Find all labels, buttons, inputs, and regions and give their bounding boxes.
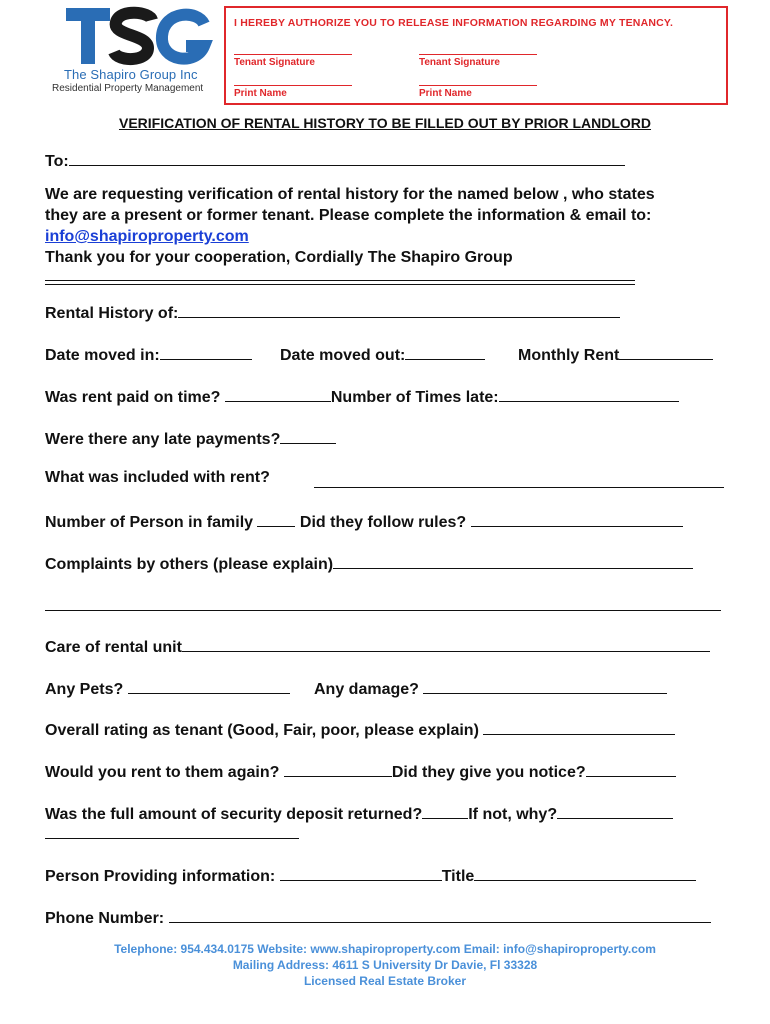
to-label: To: [45, 153, 69, 170]
care-row [45, 636, 710, 657]
title-field-label: Title [441, 868, 475, 885]
rent-on-time-label: Was rent paid on time? [45, 389, 225, 406]
tsg-logo-mark [64, 6, 214, 68]
rental-history-row [45, 302, 620, 323]
complaints-row [45, 553, 693, 574]
notice-label: Did they give you notice? [391, 764, 586, 781]
care-label: Care of rental unit [45, 639, 182, 656]
rental-history-field[interactable] [178, 302, 620, 318]
why-field[interactable] [557, 803, 673, 819]
rent-on-time-row [45, 386, 679, 407]
damage-label: Any damage? [314, 681, 424, 698]
date-out-field[interactable] [405, 344, 485, 360]
tenant-signature-label: Tenant Signature [234, 57, 315, 68]
print-name-line-1[interactable] [234, 85, 352, 99]
rating-field[interactable] [483, 719, 675, 735]
notice-field[interactable] [586, 761, 676, 777]
tenant-signature-label: Tenant Signature [419, 57, 500, 68]
intro-line-4: Thank you for your cooperation, Cordially The Shapiro Group [45, 249, 513, 266]
rating-row [45, 719, 675, 740]
included-field[interactable] [314, 472, 724, 488]
print-name-label: Print Name [234, 88, 287, 99]
late-payments-field[interactable] [280, 428, 336, 444]
monthly-rent-row [518, 344, 713, 365]
late-payments-label: Were there any late payments? [45, 431, 281, 448]
email-link[interactable]: info@shapiroproperty.com [45, 228, 249, 245]
provider-label: Person Providing information: [45, 868, 280, 885]
late-payments-row [45, 428, 336, 449]
monthly-rent-field[interactable] [619, 344, 713, 360]
divider [45, 280, 635, 281]
to-field[interactable] [69, 150, 625, 166]
rental-history-label: Rental History of: [45, 305, 179, 322]
why-label: If not, why? [468, 806, 558, 823]
date-in-row [45, 344, 252, 365]
times-late-field[interactable] [499, 386, 679, 402]
pets-row [45, 678, 290, 699]
care-field[interactable] [182, 636, 710, 652]
deposit-field[interactable] [422, 803, 468, 819]
pets-label: Any Pets? [45, 681, 128, 698]
persons-field[interactable] [257, 511, 295, 527]
date-out-label: Date moved out: [280, 347, 406, 364]
rent-on-time-field[interactable] [225, 386, 331, 402]
company-tagline: Residential Property Management [52, 83, 204, 94]
intro-line-1: We are requesting verification of rental history for the named below , who states [45, 186, 655, 203]
provider-row [45, 865, 696, 886]
deposit-label: Was the full amount of security deposit returned? [45, 806, 423, 823]
included-label: What was included with rent? [45, 469, 270, 486]
phone-field[interactable] [169, 907, 711, 923]
pets-field[interactable] [128, 678, 290, 694]
monthly-rent-label: Monthly Rent [518, 347, 620, 364]
footer-license: Licensed Real Estate Broker [303, 974, 467, 988]
persons-label: Number of Person in family [45, 514, 258, 531]
footer-contact: Telephone: 954.434.0175 Website: www.shapiroproperty.com Email: info@shapiroproperty.com [114, 942, 656, 956]
phone-label: Phone Number: [45, 910, 169, 927]
rules-label: Did they follow rules? [295, 514, 471, 531]
date-in-label: Date moved in: [45, 347, 160, 364]
tenant-signature-line-1[interactable] [234, 54, 352, 68]
print-name-line-2[interactable] [419, 85, 537, 99]
damage-field[interactable] [423, 678, 667, 694]
authorization-text: I HEREBY AUTHORIZE YOU TO RELEASE INFORMATION REGARDING MY TENANCY. [234, 17, 674, 29]
tenant-signature-line-2[interactable] [419, 54, 537, 68]
date-out-row [280, 344, 485, 365]
intro-line-2: they are a present or former tenant. Please complete the information & email to: [45, 207, 652, 224]
rating-label: Overall rating as tenant (Good, Fair, poor, please explain) [45, 722, 484, 739]
why-field-line-2[interactable] [45, 838, 299, 839]
provider-field[interactable] [280, 865, 442, 881]
form-title: VERIFICATION OF RENTAL HISTORY TO BE FILLED OUT BY PRIOR LANDLORD [118, 115, 652, 131]
complaints-field[interactable] [333, 553, 693, 569]
complaints-field-line-2[interactable] [45, 610, 721, 611]
authorization-box [224, 6, 728, 105]
to-row [45, 150, 625, 171]
rules-field[interactable] [471, 511, 683, 527]
times-late-label: Number of Times late: [330, 389, 499, 406]
phone-row [45, 907, 711, 928]
complaints-label: Complaints by others (please explain) [45, 556, 334, 573]
title-field[interactable] [474, 865, 696, 881]
footer-address: Mailing Address: 4611 S University Dr Davie, Fl 33328 [232, 958, 538, 972]
deposit-row [45, 803, 673, 824]
company-name: The Shapiro Group Inc [64, 67, 198, 82]
damage-row [314, 678, 667, 699]
rent-again-field[interactable] [284, 761, 392, 777]
print-name-label: Print Name [419, 88, 472, 99]
rent-again-row [45, 761, 676, 782]
divider [45, 284, 635, 285]
company-logo [52, 6, 212, 96]
persons-row [45, 511, 683, 532]
date-in-field[interactable] [160, 344, 252, 360]
rent-again-label: Would you rent to them again? [45, 764, 284, 781]
